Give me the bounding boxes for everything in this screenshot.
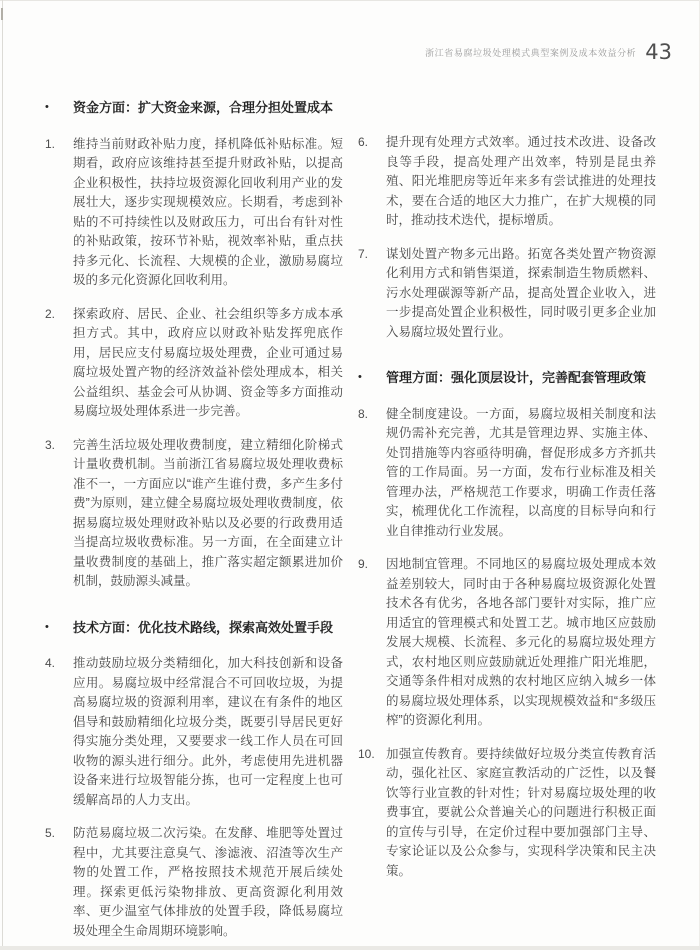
item-text: 完善生活垃圾处理收费制度，建立精细化阶梯式计量收费机制。当前浙江省易腐垃圾处理收费标准不一，一方面应以“谁产生谁付费，多产生多付费”为原则，建立健全易腐垃圾处理收费制度，依据易腐垃圾处理财政补贴以及必要的行政费用适当提高垃圾收费标准。另一方面，在全面建立计量收费制度的基础上，推广落实超定额累进加价机制，鼓励源头减量。: [73, 437, 343, 588]
item-number: 10.: [358, 746, 375, 761]
page-number: 43: [645, 40, 672, 64]
running-head-title: 浙江省易腐垃圾处理模式典型案例及成本效益分析: [425, 48, 637, 58]
item-text: 谋划处置产物多元出路。拓宽各类处置产物资源化利用方式和销售渠道，探索制造生物质燃料、污水处理碳源等新产品，提高处置企业收入，进一步提高处置企业积极性，同时吸引更多企业加入易腐垃圾处置行业。: [386, 246, 656, 339]
item-number: 1.: [45, 136, 56, 151]
page-header: [425, 42, 672, 63]
bullet-icon: •: [45, 101, 49, 113]
column-right: [358, 133, 656, 895]
section-heading-text: 管理方面：强化顶层设计，完善配套管理政策: [386, 370, 647, 385]
item-text: 加强宣传教育。要持续做好垃圾分类宣传教育活动，强化社区、家庭宣教活动的广泛性，以及餐饮等行业宣教的针对性；针对易腐垃圾处理的收费事宜，要就公众普遍关心的问题进行积极正面的宣传与引导，在定价过程中要加强部门主导、专家论证以及公众参与，实现科学决策和民主决策。: [386, 746, 656, 878]
page-left-edge: [2, 0, 3, 950]
item-text: 推动鼓励垃圾分类精细化，加大科技创新和设备应用。易腐垃圾中经常混合不可回收垃圾，为提高易腐垃圾的资源利用率，建议在有条件的地区倡导和鼓励精细化垃圾分类，既要引导居民更好得实施分类处理，又要要求一线工作人员在可回收物的源头进行细分。此外，考虑使用先进机器设备来进行垃圾智能分拣，也可一定程度上也可缓解高昂的人力支出。: [73, 656, 343, 807]
bullet-icon: •: [358, 371, 362, 383]
column-left: [45, 98, 343, 950]
item-number: 6.: [358, 135, 369, 149]
item-number: 5.: [45, 826, 56, 840]
list-item-1: [45, 135, 343, 291]
list-item-8: [358, 405, 656, 542]
list-item-3: [45, 436, 343, 592]
page-left-edge-mark: [1, 8, 3, 20]
section-heading-funding: [45, 98, 343, 118]
list-item-10: [358, 745, 656, 882]
section-heading-management: [358, 368, 656, 388]
item-number: 9.: [358, 557, 369, 571]
item-number: 7.: [358, 246, 369, 261]
item-text: 维持当前财政补贴力度，择机降低补贴标准。短期看，政府应该维持甚至提升财政补贴，以提高企业积极性，扶持垃圾资源化回收利用产业的发展壮大，逐步实现规模效应。长期看，考虑到补贴的不可持续性以及财政压力，可出台有针对性的补贴政策，按环节补贴，视效率补贴，重点扶持多元化、长流程、大规模的企业，激励易腐垃圾的多元化资源化回收利用。: [73, 136, 343, 287]
list-item-9: [358, 555, 656, 731]
section-heading-text: 技术方面：优化技术路线，探索高效处置手段: [73, 619, 334, 635]
item-text: 防范易腐垃圾二次污染。在发酵、堆肥等处置过程中，尤其要注意臭气、渗滤液、沼渣等次生产物的处置工作，严格按照技术规范开展后续处理。探索更低污染物排放、更高资源化利用效率、更少温室气体排放的处置手段，降低易腐垃圾处理全生命周期环境影响。: [73, 826, 343, 938]
item-number: 3.: [45, 437, 56, 452]
list-item-2: [45, 305, 343, 422]
page-top-edge: [0, 0, 700, 1]
item-number: 8.: [358, 406, 369, 421]
item-text: 因地制宜管理。不同地区的易腐垃圾处理成本效益差别较大，同时由于各种易腐垃圾资源化处置技术各有优劣，各地各部门要针对实际，推广应用适宜的管理模式和处置工艺。城市地区应鼓励发展大规模、长流程、多元化的易腐垃圾处理方式，农村地区则应鼓励就近处理推广阳光堆肥，交通等条件相对成熟的农村地区应纳入城乡一体的易腐垃圾处理体系，以实现规模效益和“多级压榨”的资源化利用。: [386, 557, 656, 727]
bullet-icon: •: [45, 620, 49, 633]
list-item-5: [45, 824, 343, 941]
list-item-4: [45, 654, 343, 810]
item-text: 探索政府、居民、企业、社会组织等多方成本承担方式。其中，政府应以财政补贴发挥兜底作用，居民应支付易腐垃圾处理费，企业可通过易腐垃圾处置产物的经济效益补偿处理成本，相关公益组织、基金会可从协调、资金等多方面推动易腐垃圾处理体系进一步完善。: [73, 306, 343, 418]
item-text: 健全制度建设。一方面，易腐垃圾相关制度和法规仍需补充完善，尤其是管理边界、实施主体、处罚措施等内容亟待明确，督促形成多方齐抓共管的工作局面。另一方面，发布行业标准及相关管理办法，严格规范工作要求，明确工作责任落实，梳理优化工作流程，以高度的目标导向和行业自律推动行业发展。: [386, 406, 656, 538]
list-item-7: [358, 245, 656, 343]
item-text: 提升现有处理方式效率。通过技术改进、设备改良等手段，提高处理产出效率，特别是昆虫养殖、阳光堆肥房等近年来多有尝试推进的处理技术，要在合适的地区大力推广，在扩大规模的同时，推动技术迭代，提标增质。: [386, 135, 656, 227]
section-heading-technology: [45, 618, 343, 638]
item-number: 4.: [45, 656, 56, 670]
item-number: 2.: [45, 306, 56, 321]
section-heading-text: 资金方面：扩大资金来源，合理分担处置成本: [73, 100, 334, 115]
list-item-6: [358, 133, 656, 231]
